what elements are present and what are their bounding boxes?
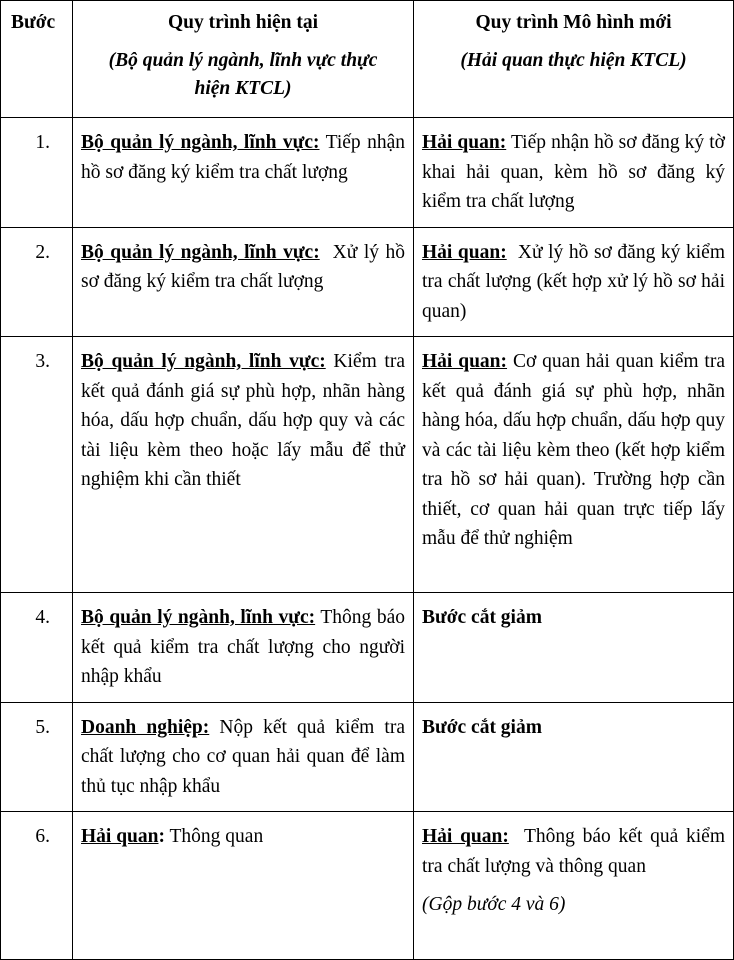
- header-new-title: Quy trình Mô hình mới: [475, 12, 672, 33]
- actor-label: Bộ quản lý ngành, lĩnh vực:: [81, 132, 320, 153]
- step-number: 4.: [1, 593, 73, 703]
- header-new-process: [414, 1, 734, 118]
- actor-label: Hải quan:: [422, 132, 507, 153]
- new-process-cell: [414, 227, 734, 337]
- current-process-cell: [73, 337, 414, 593]
- new-process-cell: [414, 593, 734, 703]
- table-row: [1, 812, 734, 960]
- removed-step-label: Bước cắt giảm: [422, 607, 542, 628]
- step-number: 6.: [1, 812, 73, 960]
- header-current-title: Quy trình hiện tại: [167, 12, 319, 33]
- actor-label: Bộ quản lý ngành, lĩnh vực:: [81, 241, 320, 263]
- step-description: Cơ quan hải quan kiểm tra kết quả đánh giá sự phù hợp, nhãn hàng hóa, dấu hợp chuẩn, dấu hợp quy và các tài liệu kèm theo (kết hợp kiểm tra hồ sơ hải quan). Trường hợp cần thiết, cơ quan hải quan trực tiếp lấy mẫu để thử nghiệm: [422, 351, 725, 549]
- actor-label: Hải quan:: [422, 241, 507, 263]
- current-process-cell: [73, 812, 414, 960]
- actor-label: Doanh nghiệp:: [81, 716, 210, 738]
- table-row: [1, 227, 734, 337]
- step-number: 2.: [1, 227, 73, 337]
- header-step: Bước: [1, 1, 73, 118]
- current-process-cell: [73, 702, 414, 812]
- actor-colon: :: [158, 826, 165, 847]
- actor-label: Hải quan:: [422, 826, 509, 847]
- new-process-cell: [414, 118, 734, 228]
- current-process-cell: [73, 118, 414, 228]
- table-header-row: [1, 1, 734, 118]
- step-description: Thông báo kết quả kiểm tra chất lượng và thông quan: [422, 826, 730, 877]
- removed-step-label: Bước cắt giảm: [422, 716, 542, 738]
- new-process-cell: [414, 702, 734, 812]
- step-description: Tiếp nhận hồ sơ đăng ký tờ khai hải quan, kèm hồ sơ đăng ký kiểm tra chất lượng: [422, 132, 725, 212]
- step-description: Tiếp nhận hồ sơ đăng ký kiểm tra chất lượng: [81, 132, 405, 183]
- merge-note: (Gộp bước 4 và 6): [422, 894, 566, 915]
- actor-label: Hải quan: [81, 826, 159, 847]
- header-current-process: [73, 1, 414, 118]
- actor-label: Bộ quản lý ngành, lĩnh vực:: [81, 607, 316, 628]
- table-row: [1, 337, 734, 593]
- table-row: [1, 702, 734, 812]
- step-number: 3.: [1, 337, 73, 593]
- header-current-subtitle: (Bộ quản lý ngành, lĩnh vực thực hiện KTCL): [108, 49, 378, 99]
- actor-label: Bộ quản lý ngành, lĩnh vực:: [81, 351, 326, 372]
- header-new-subtitle: (Hải quan thực hiện KTCL): [460, 49, 687, 71]
- step-description: Xử lý hồ sơ đăng ký kiểm tra chất lượng: [81, 241, 410, 292]
- current-process-cell: [73, 593, 414, 703]
- new-process-cell: [414, 812, 734, 960]
- step-number: 1.: [1, 118, 73, 228]
- table-row: [1, 593, 734, 703]
- step-description: Thông báo kết quả kiểm tra chất lượng cho người nhập khẩu: [81, 607, 405, 687]
- step-description: Thông quan: [165, 826, 264, 847]
- new-process-cell: [414, 337, 734, 593]
- table-row: [1, 118, 734, 228]
- step-number: 5.: [1, 702, 73, 812]
- step-description: Nộp kết quả kiểm tra chất lượng cho cơ quan hải quan để làm thủ tục nhập khẩu: [81, 716, 405, 797]
- current-process-cell: [73, 227, 414, 337]
- actor-label: Hải quan:: [422, 351, 508, 372]
- step-description: Xử lý hồ sơ đăng ký kiểm tra chất lượng (kết hợp xử lý hồ sơ hải quan): [422, 241, 730, 322]
- step-description: Kiểm tra kết quả đánh giá sự phù hợp, nhãn hàng hóa, dấu hợp chuẩn, dấu hợp quy và các tài liệu kèm theo hoặc lấy mẫu để thử nghiệm khi cần thiết: [81, 351, 405, 490]
